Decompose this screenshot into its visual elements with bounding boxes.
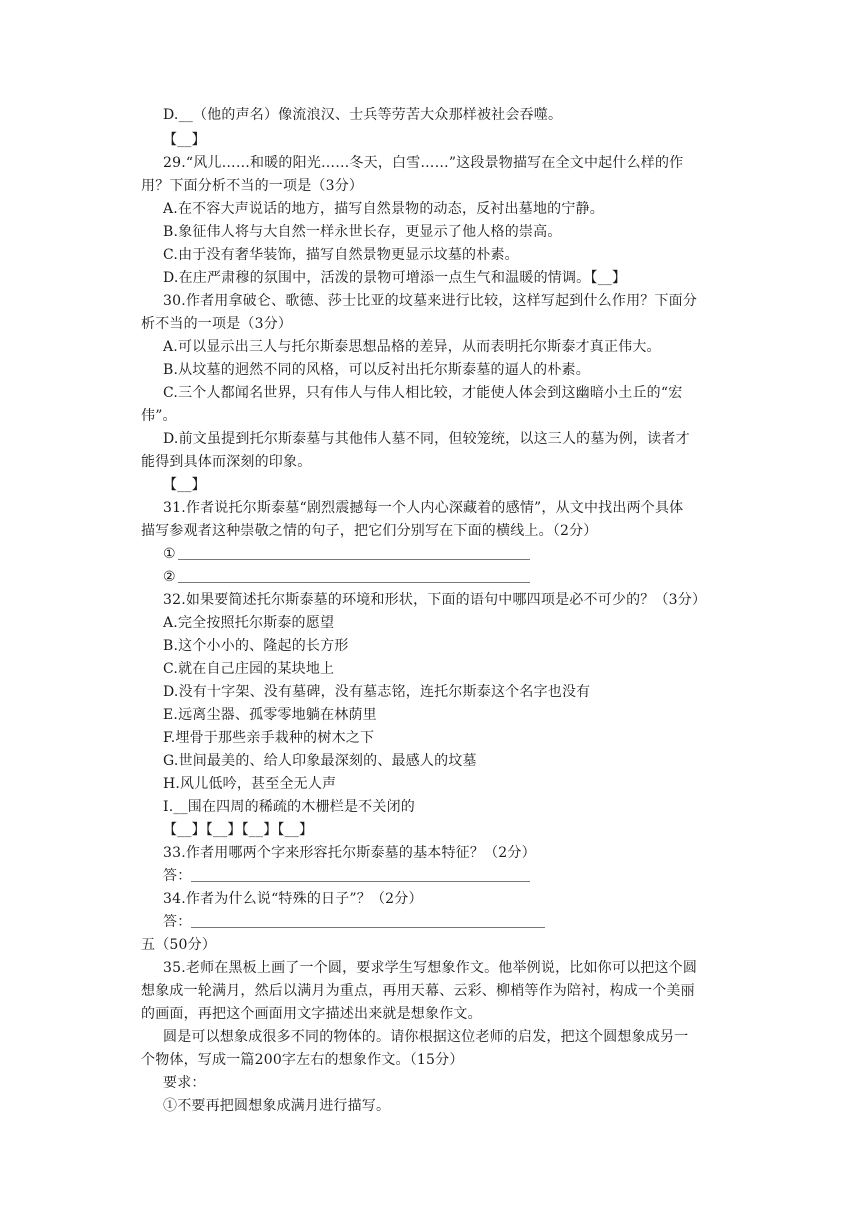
question-35-line1: 35.老师在黑板上画了一个圆，要求学生写想象作文。他举例说，比如你可以把这个圆 bbox=[163, 960, 698, 976]
section-five-heading: 五（50分） bbox=[141, 937, 217, 953]
answer-brackets-q32: 【__】【__】【__】【__】 bbox=[163, 822, 314, 838]
question-35-line3: 的画面，再把这个画面用文字描述出来就是想象作文。 bbox=[141, 1006, 482, 1022]
question-35-line2: 想象成一轮满月，然后以满月为重点，再用天幕、云彩、柳梢等作为陪衬，构成一个美丽 bbox=[141, 983, 695, 999]
option-g-q32: G.世间最美的、给人印象最深刻的、最感人的坟墓 bbox=[163, 753, 477, 769]
question-31-line1: 31.作者说托尔斯泰墓“剧烈震撼每一个人内心深藏着的感情”，从文中找出两个具体 bbox=[163, 500, 684, 516]
option-b-q32: B.这个小小的、隆起的长方形 bbox=[163, 638, 349, 654]
requirements-label: 要求： bbox=[163, 1075, 206, 1091]
question-30-line1: 30.作者用拿破仑、歌德、莎士比亚的坟墓来进行比较，这样写起到什么作用？下面分 bbox=[163, 293, 698, 309]
question-31-line2: 描写参观者这种崇敬之情的句子，把它们分别写在下面的横线上。（2分） bbox=[141, 523, 598, 539]
question-30-line2: 析不当的一项是（3分） bbox=[141, 316, 293, 332]
option-a-q30: A.可以显示出三人与托尔斯泰思想品格的差异，从而表明托尔斯泰才真正伟大。 bbox=[163, 339, 661, 355]
option-h-q32: H.风儿低吟，甚至全无人声 bbox=[163, 776, 337, 792]
answer-marker-2: ② bbox=[163, 569, 176, 585]
question-35-line5: 个物体，写成一篇200字左右的想象作文。（15分） bbox=[141, 1052, 464, 1068]
option-c-q30-line1: C.三个人都闻名世界，只有伟人与伟人相比较，才能使人体会到这幽暗小土丘的“宏 bbox=[163, 385, 683, 401]
option-d-q30-line1: D.前文虽提到托尔斯泰墓与其他伟人墓不同，但较笼统，以这三人的墓为例，读者才 bbox=[163, 431, 690, 447]
option-b-q30: B.从坟墓的迥然不同的风格，可以反衬出托尔斯泰墓的逼人的朴素。 bbox=[163, 362, 590, 378]
option-d-q32: D.没有十字架、没有墓碑，没有墓志铭，连托尔斯泰这个名字也没有 bbox=[163, 684, 591, 700]
question-29-line2: 用？下面分析不当的一项是（3分） bbox=[141, 178, 364, 194]
option-c-q29: C.由于没有奢华装饰，描写自然景物更显示坟墓的朴素。 bbox=[163, 247, 519, 263]
option-d-q29: D.在庄严肃穆的氛围中，活泼的景物可增添一点生气和温暖的情调。【__】 bbox=[163, 270, 627, 286]
answer-line-q33[interactable] bbox=[191, 881, 530, 882]
answer-label-q33: 答： bbox=[163, 868, 192, 884]
option-c-q32: C.就在自己庄园的某块地上 bbox=[163, 661, 335, 677]
answer-bracket-q28: 【__】 bbox=[163, 132, 206, 148]
option-b-q29: B.象征伟人将与大自然一样永世长存，更显示了他人格的崇高。 bbox=[163, 224, 562, 240]
question-32: 32.如果要简述托尔斯泰墓的环境和形状，下面的语句中哪四项是必不可少的？（3分） bbox=[163, 592, 707, 608]
option-a-q29: A.在不容大声说话的地方，描写自然景物的动态，反衬出墓地的宁静。 bbox=[163, 201, 604, 217]
answer-label-q34: 答： bbox=[163, 914, 192, 930]
option-a-q32: A.完全按照托尔斯泰的愿望 bbox=[163, 615, 335, 631]
option-e-q32: E.远离尘器、孤零零地躺在林荫里 bbox=[163, 707, 377, 723]
answer-line-2[interactable] bbox=[178, 582, 530, 583]
option-d-q30-line2: 能得到具体而深刻的印象。 bbox=[141, 454, 312, 470]
option-f-q32: F.埋骨于那些亲手栽种的树木之下 bbox=[163, 730, 375, 746]
answer-bracket-q30: 【__】 bbox=[163, 477, 206, 493]
option-d-q28: D.__（他的声名）像流浪汉、士兵等劳苦大众那样被社会吞噬。 bbox=[163, 107, 563, 123]
question-29-line1: 29.“风儿……和暖的阳光……冬天，白雪……”这段景物描写在全文中起什么样的作 bbox=[163, 155, 684, 171]
option-i-q32: I.__围在四周的稀疏的木栅栏是不关闭的 bbox=[163, 799, 415, 815]
question-35-line4: 圆是可以想象成很多不同的物体的。请你根据这位老师的启发，把这个圆想象成另一 bbox=[163, 1029, 689, 1045]
answer-line-1[interactable] bbox=[178, 559, 530, 560]
requirement-1: ①不要再把圆想象成满月进行描写。 bbox=[163, 1098, 391, 1114]
answer-line-q34[interactable] bbox=[191, 927, 545, 928]
answer-marker-1: ① bbox=[163, 546, 176, 562]
question-33: 33.作者用哪两个字来形容托尔斯泰墓的基本特征？（2分） bbox=[163, 845, 536, 861]
option-c-q30-line2: 伟”。 bbox=[141, 408, 177, 424]
question-34: 34.作者为什么说“特殊的日子”？（2分） bbox=[163, 891, 423, 907]
